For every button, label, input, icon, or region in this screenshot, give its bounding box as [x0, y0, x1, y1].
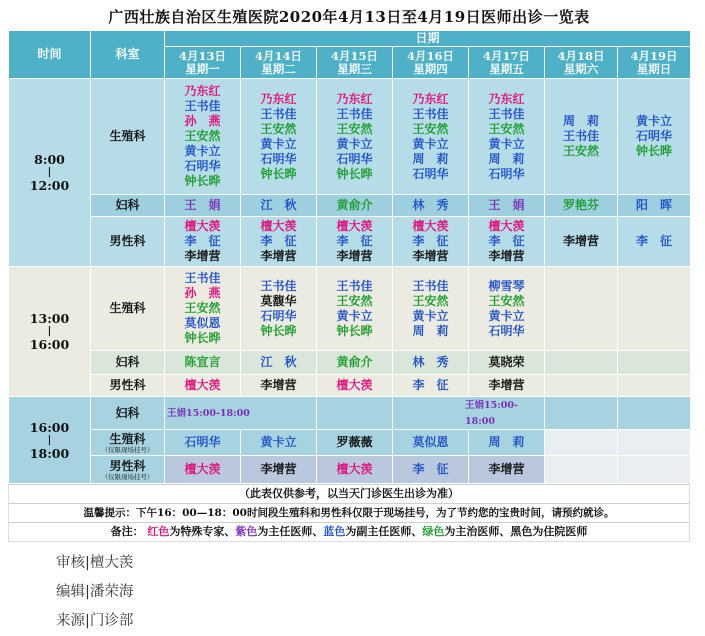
- doctor-name: 檀大羡: [412, 219, 449, 233]
- doctor-name: 王书佳: [336, 106, 373, 121]
- schedule-cell: [165, 79, 241, 195]
- schedule-cell: [545, 430, 618, 456]
- doctor-name: 钟长晔: [636, 144, 673, 158]
- schedule-cell: [618, 267, 691, 351]
- footer-review: 审核|檀大羡: [56, 555, 134, 571]
- doctor-name: 王安然: [488, 293, 525, 308]
- doctor-name: 石明华: [260, 151, 297, 166]
- dept-male: 男性科: [91, 217, 165, 267]
- doctor-name: 李增营: [562, 234, 599, 248]
- doctor-name: 钟长晔: [184, 174, 221, 188]
- schedule-cell: [165, 267, 241, 351]
- legend-color-word: 紫色: [235, 525, 258, 538]
- reference-note: （此表仅供参考，以当天门诊医生出诊为准）: [9, 484, 689, 503]
- doctor-name: 周 莉: [412, 151, 449, 166]
- doctor-name: 王安然: [488, 121, 525, 136]
- day-weekday: 星期三: [337, 61, 372, 76]
- dept-header: 科室: [91, 31, 165, 79]
- doctor-name: 乃东红: [260, 91, 297, 106]
- doctor-name: 檀大羡: [184, 378, 221, 392]
- dept-male: 男性科: [91, 375, 165, 397]
- day-date: 4月13日: [178, 48, 226, 63]
- schedule-cell: [469, 195, 545, 217]
- schedule-cell: [393, 456, 469, 484]
- doctor-name: 罗艳芬: [562, 198, 599, 212]
- doctor-name: 钟长晔: [260, 323, 297, 338]
- schedule-cell: [618, 430, 691, 456]
- schedule-cell: [469, 79, 545, 195]
- doctor-name: 檀大羡: [336, 219, 373, 233]
- schedule-cell: [241, 456, 317, 484]
- doctor-name: 檀大羡: [488, 219, 525, 233]
- doctor-name: 孙 燕: [184, 286, 221, 300]
- doctor-name: 林 秀: [412, 198, 449, 212]
- legend-text: 为主治医师、: [444, 525, 511, 538]
- doctor-name: 莫晓荣: [488, 355, 525, 369]
- doctor-name: 王 娟: [184, 198, 221, 212]
- day-weekday: 星期六: [563, 61, 599, 76]
- doctor-name: 石明华: [636, 129, 673, 143]
- schedule-cell: [165, 217, 241, 267]
- doctor-name: 莫似恩: [184, 316, 221, 330]
- doctor-name: 莫馥华: [260, 293, 297, 308]
- doctor-name: 黄俞介: [336, 355, 373, 369]
- doctor-name: 王安然: [336, 121, 373, 136]
- doctor-name: 李 征: [636, 234, 673, 248]
- legend-text: 为副主任医师、: [345, 525, 423, 538]
- doctor-name: 林 秀: [412, 355, 449, 369]
- doctor-name: 莫似恩: [412, 435, 449, 449]
- doctor-name: 李增营: [260, 462, 297, 476]
- legend-note: 备注： 红色为特殊专家、紫色为主任医师、蓝色为副主任医师、绿色为主治医师、黑色为住院医师: [9, 522, 689, 541]
- schedule-cell: [241, 267, 317, 351]
- schedule-cell: [545, 79, 618, 195]
- doctor-name: 李 征: [412, 234, 449, 248]
- doctor-name: 李 征: [260, 234, 297, 248]
- schedule-cell: [241, 195, 317, 217]
- doctor-name: 乃东红: [336, 91, 373, 106]
- day-date: 4月14日: [254, 48, 302, 63]
- day-weekday: 星期二: [261, 61, 296, 76]
- morning-time: 8:00 | 12:00: [9, 79, 91, 267]
- schedule-cell: [393, 430, 469, 456]
- schedule-cell: [545, 217, 618, 267]
- doctor-name: 周 莉: [562, 114, 599, 128]
- doctor-name: 乃东红: [488, 91, 525, 106]
- doctor-name: 李增营: [260, 378, 297, 392]
- doctor-name: 王书佳: [412, 106, 449, 121]
- day-header: [618, 47, 691, 79]
- footer: [56, 549, 133, 636]
- doctor-name: 周 莉: [412, 323, 449, 338]
- evening-gyn-left: 王娟15:00-18:00: [165, 397, 317, 430]
- doctor-name: 李增营: [184, 249, 221, 263]
- schedule-cell: [241, 79, 317, 195]
- legend-color-word: 黑色: [510, 525, 533, 538]
- doctor-name: 石明华: [488, 323, 525, 338]
- schedule-cell: [165, 430, 241, 456]
- doctor-name: 石明华: [184, 159, 221, 173]
- schedule-cell: [618, 217, 691, 267]
- schedule-cell: [165, 375, 241, 397]
- day-date: 4月15日: [330, 48, 378, 63]
- dept-male-evening: 男性科 （仅限现场挂号）: [91, 456, 165, 484]
- dept-gynecology: 妇科: [91, 195, 165, 217]
- doctor-name: 乃东红: [184, 84, 221, 98]
- legend-color-word: 绿色: [422, 525, 445, 538]
- day-weekday: 星期五: [489, 61, 524, 76]
- doctor-name: 黄卡立: [260, 136, 297, 151]
- doctor-name: 江 秋: [260, 198, 297, 212]
- schedule-cell: [241, 351, 317, 375]
- doctor-name: 黄卡立: [412, 136, 449, 151]
- schedule-cell: [545, 456, 618, 484]
- doctor-name: 钟长晔: [336, 166, 373, 181]
- doctor-name: 王书佳: [184, 271, 221, 285]
- doctor-name: 黄卡立: [336, 308, 373, 323]
- doctor-name: 王安然: [184, 301, 221, 315]
- doctor-name: 石明华: [488, 166, 525, 181]
- day-date: 4月16日: [406, 48, 454, 63]
- dept-gynecology: 妇科: [91, 351, 165, 375]
- doctor-name: 黄卡立: [412, 308, 449, 323]
- schedule-cell: [241, 375, 317, 397]
- schedule-cell: [241, 430, 317, 456]
- doctor-name: 王书佳: [488, 106, 525, 121]
- schedule-cell: [393, 79, 469, 195]
- schedule-cell: [393, 195, 469, 217]
- doctor-name: 黄卡立: [260, 435, 297, 449]
- doctor-name: 李 征: [184, 234, 221, 248]
- doctor-name: 黄俞介: [336, 198, 373, 212]
- day-weekday: 星期四: [413, 61, 448, 76]
- schedule-cell: [469, 456, 545, 484]
- empty-cell: [317, 397, 393, 430]
- day-weekday: 星期日: [636, 61, 672, 76]
- doctor-name: 黄卡立: [636, 114, 673, 128]
- day-header: [165, 47, 241, 79]
- schedule-cell: [165, 351, 241, 375]
- doctor-name: 王安然: [412, 293, 449, 308]
- empty-cell: [545, 397, 618, 430]
- day-header: [393, 47, 469, 79]
- doctor-name: 石明华: [184, 435, 221, 449]
- doctor-name: 李增营: [336, 249, 373, 263]
- doctor-name: 王书佳: [260, 106, 297, 121]
- schedule-cell: [545, 375, 618, 397]
- doctor-name: 李 征: [336, 234, 373, 248]
- schedule-cell: [393, 351, 469, 375]
- time-header: 时间: [9, 31, 91, 79]
- schedule-cell: [618, 375, 691, 397]
- doctor-name: 王书佳: [336, 278, 373, 293]
- doctor-name: 李增营: [488, 378, 525, 392]
- doctor-name: 檀大羡: [336, 462, 373, 476]
- doctor-name: 石明华: [336, 151, 373, 166]
- doctor-name: 孙 燕: [184, 114, 221, 128]
- tip-note: 温馨提示：下午16：00—18：00时间段生殖科和男性科仅限于现场挂号，为了节约您的宝贵时间，请预约就诊。: [9, 503, 689, 522]
- doctor-name: 黄卡立: [488, 136, 525, 151]
- schedule-cell: [165, 456, 241, 484]
- footer-editor: 编辑|潘荣海: [56, 584, 134, 600]
- day-weekday: 星期一: [185, 61, 220, 76]
- schedule-cell: [317, 267, 393, 351]
- doctor-name: 钟长晔: [336, 323, 373, 338]
- day-date: 4月19日: [630, 48, 678, 63]
- schedule-cell: [618, 195, 691, 217]
- doctor-name: 柳雪琴: [488, 278, 525, 293]
- schedule-cell: [469, 351, 545, 375]
- schedule-cell: [317, 430, 393, 456]
- schedule-cell: [618, 351, 691, 375]
- schedule-cell: [469, 430, 545, 456]
- doctor-name: 檀大羡: [184, 219, 221, 233]
- schedule-cell: [545, 195, 618, 217]
- date-header: 日期: [165, 31, 691, 47]
- dept-gynecology: 妇科: [91, 397, 165, 430]
- doctor-name: 江 秋: [260, 355, 297, 369]
- doctor-name: 李增营: [488, 249, 525, 263]
- doctor-name: 罗薇薇: [336, 435, 373, 449]
- doctor-name: 王书佳: [184, 99, 221, 113]
- day-header: [317, 47, 393, 79]
- footer-source: 来源|门诊部: [56, 613, 134, 629]
- doctor-name: 王 娟: [488, 198, 525, 212]
- schedule-cell: [317, 195, 393, 217]
- notes-panel: [8, 484, 690, 542]
- empty-cell: [618, 397, 691, 430]
- day-header: [241, 47, 317, 79]
- day-date: 4月17日: [482, 48, 530, 63]
- doctor-name: 周 莉: [488, 435, 525, 449]
- legend-text: 为特殊专家、: [169, 525, 236, 538]
- doctor-name: 王安然: [260, 121, 297, 136]
- schedule-cell: [618, 456, 691, 484]
- schedule-cell: [545, 267, 618, 351]
- schedule-cell: [469, 375, 545, 397]
- doctor-name: 王安然: [336, 293, 373, 308]
- doctor-name: 钟长晔: [260, 166, 297, 181]
- doctor-name: 王安然: [562, 144, 599, 158]
- doctor-name: 李 征: [412, 462, 449, 476]
- dept-reproductive-evening: 生殖科 （仅限现场挂号）: [91, 430, 165, 456]
- schedule-cell: [165, 195, 241, 217]
- legend-text: 为住院医师: [532, 525, 588, 538]
- dept-reproductive: 生殖科: [91, 79, 165, 195]
- doctor-name: 黄卡立: [488, 308, 525, 323]
- doctor-name: 乃东红: [412, 91, 449, 106]
- afternoon-time: 13:00 | 16:00: [9, 267, 91, 397]
- schedule-cell: [469, 267, 545, 351]
- doctor-name: 李 征: [488, 234, 525, 248]
- doctor-name: 王安然: [184, 129, 221, 143]
- doctor-name: 陈宣言: [184, 355, 221, 369]
- schedule-table: [8, 30, 691, 484]
- schedule-cell: [317, 217, 393, 267]
- schedule-cell: [393, 267, 469, 351]
- day-header: [469, 47, 545, 79]
- schedule-cell: [317, 351, 393, 375]
- legend-color-word: 蓝色: [323, 525, 346, 538]
- evening-time: 16:00 | 18:00: [9, 397, 91, 484]
- schedule-cell: [317, 456, 393, 484]
- day-header: [545, 47, 618, 79]
- doctor-name: 石明华: [260, 308, 297, 323]
- doctor-name: 王书佳: [412, 278, 449, 293]
- schedule-cell: [469, 217, 545, 267]
- doctor-name: 李 征: [412, 378, 449, 392]
- dept-reproductive: 生殖科: [91, 267, 165, 351]
- doctor-name: 王书佳: [260, 278, 297, 293]
- doctor-name: 檀大羡: [336, 378, 373, 392]
- schedule-cell: [393, 217, 469, 267]
- schedule-cell: [545, 351, 618, 375]
- schedule-cell: [618, 79, 691, 195]
- doctor-name: 黄卡立: [184, 144, 221, 158]
- doctor-name: 李增营: [488, 462, 525, 476]
- evening-gyn-right: 王娟15:00-18:00: [393, 397, 545, 430]
- schedule-cell: [317, 375, 393, 397]
- day-date: 4月18日: [557, 48, 605, 63]
- doctor-name: 石明华: [412, 166, 449, 181]
- legend-color-word: 红色: [147, 525, 170, 538]
- doctor-name: 王书佳: [562, 129, 599, 143]
- schedule-cell: [317, 79, 393, 195]
- doctor-name: 李增营: [260, 249, 297, 263]
- doctor-name: 黄卡立: [336, 136, 373, 151]
- schedule-cell: [241, 217, 317, 267]
- doctor-name: 周 莉: [488, 151, 525, 166]
- doctor-name: 阳 晖: [636, 198, 673, 212]
- schedule-sheet: [8, 0, 690, 542]
- legend-text: 为主任医师、: [257, 525, 324, 538]
- page-title: 广西壮族自治区生殖医院2020年4月13日至4月19日医师出诊一览表: [108, 8, 590, 26]
- doctor-name: 檀大羡: [260, 219, 297, 233]
- doctor-name: 檀大羡: [184, 462, 221, 476]
- doctor-name: 王安然: [412, 121, 449, 136]
- doctor-name: 钟长晔: [184, 331, 221, 345]
- doctor-name: 李增营: [412, 249, 449, 263]
- schedule-cell: [393, 375, 469, 397]
